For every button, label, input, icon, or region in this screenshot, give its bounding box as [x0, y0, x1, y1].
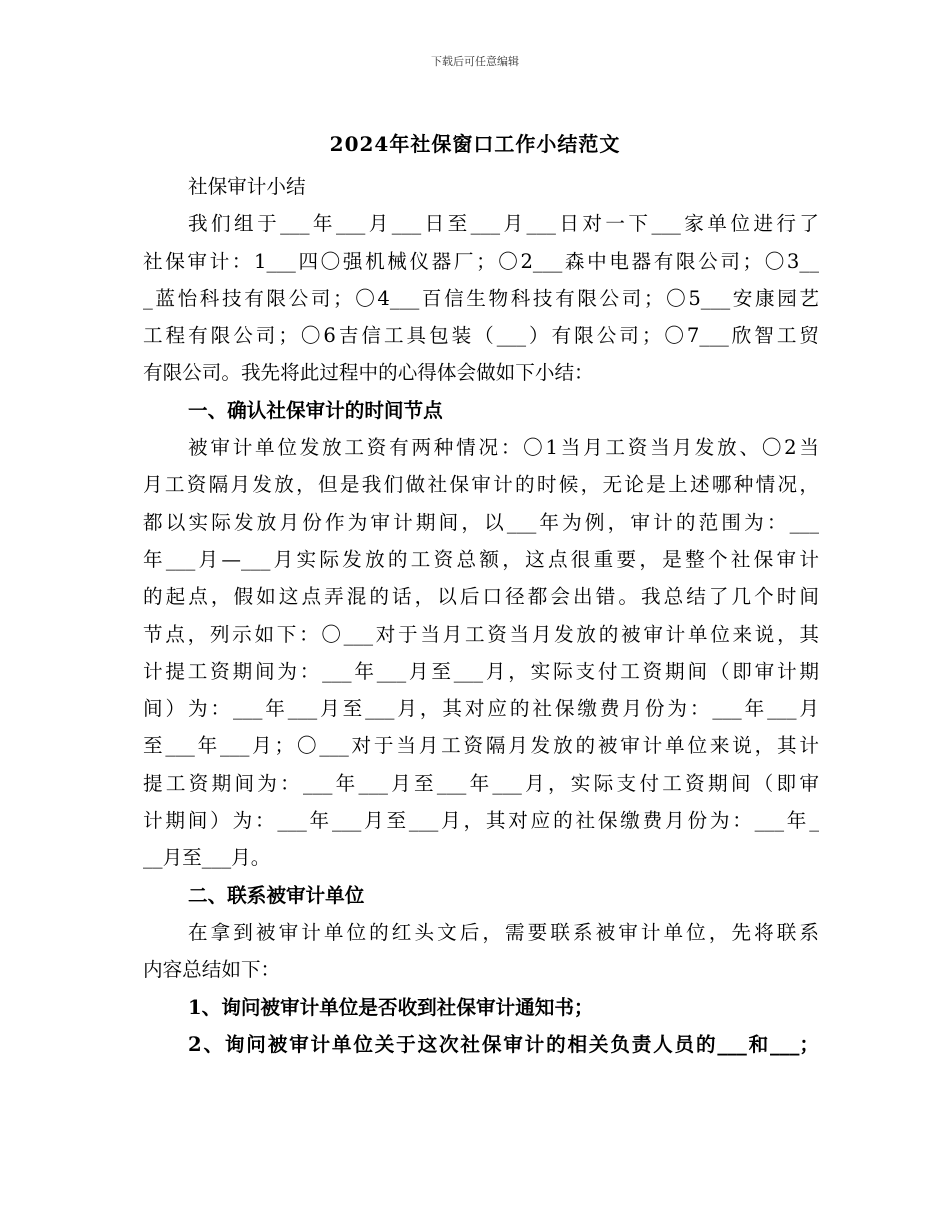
body-text-line: 的起点，假如这点弄混的话，以后口径都会出错。我总结了几个时间	[143, 585, 819, 609]
body-text-line: 我们组于___年___月___日至___月___日对一下___家单位进行了	[188, 212, 819, 236]
body-text-line: 月工资隔月发放，但是我们做社保审计的时候，无论是上述哪种情况，	[143, 473, 819, 497]
document-title: 2024年社保窗口工作小结范文	[329, 132, 621, 156]
body-text-line: 内容总结如下：	[143, 958, 281, 982]
body-text-line: _蓝怡科技有限公司；〇4___百信生物科技有限公司；〇5___安康园艺	[143, 286, 819, 310]
section-heading-line: 二、联系被审计单位	[188, 883, 365, 907]
body-text-line: 有限公司。我先将此过程中的心得体会做如下小结：	[143, 361, 594, 385]
body-text-line: 被审计单位发放工资有两种情况：〇1当月工资当月发放、〇2当	[188, 436, 819, 460]
body-text-line: 计提工资期间为：___年___月至___月，实际支付工资期间（即审计期	[143, 659, 819, 683]
body-text-line: 都以实际发放月份作为审计期间，以___年为例，审计的范围为：___	[143, 510, 819, 534]
body-text-line: 提工资期间为：___年___月至___年___月，实际支付工资期间（即审	[143, 771, 819, 795]
section-heading-line: 1、询问被审计单位是否收到社保审计通知书；	[188, 995, 594, 1019]
body-text-line: 计期间）为：___年___月至___月，其对应的社保缴费月份为：___年_	[143, 809, 819, 833]
body-text-line: 社保审计小结	[188, 175, 306, 198]
body-text-line: 工程有限公司；〇6吉信工具包装（___）有限公司；〇7___欣智工贸	[143, 324, 819, 348]
body-text-line: 节点，列示如下：〇___对于当月工资当月发放的被审计单位来说，其	[143, 622, 819, 646]
document-body	[143, 168, 819, 1063]
body-text-line: 至___年___月；〇___对于当月工资隔月发放的被审计单位来说，其计	[143, 734, 819, 758]
section-heading-line: 2、询问被审计单位关于这次社保审计的相关负责人员的___和___；	[188, 1032, 819, 1056]
body-text-line: 年___月—___月实际发放的工资总额，这点很重要，是整个社保审计	[143, 547, 819, 571]
header-note: 下载后可任意编辑	[431, 55, 519, 68]
body-text-line: 在拿到被审计单位的红头文后，需要联系被审计单位，先将联系	[188, 920, 819, 944]
body-text-line: __月至___月。	[143, 846, 271, 870]
body-text-line: 间）为：___年___月至___月，其对应的社保缴费月份为：___年___月	[143, 697, 819, 721]
body-text-line: 社保审计：1___四〇强机械仪器厂；〇2___森中电器有限公司；〇3__	[143, 249, 819, 273]
section-heading-line: 一、确认社保审计的时间节点	[188, 398, 443, 422]
